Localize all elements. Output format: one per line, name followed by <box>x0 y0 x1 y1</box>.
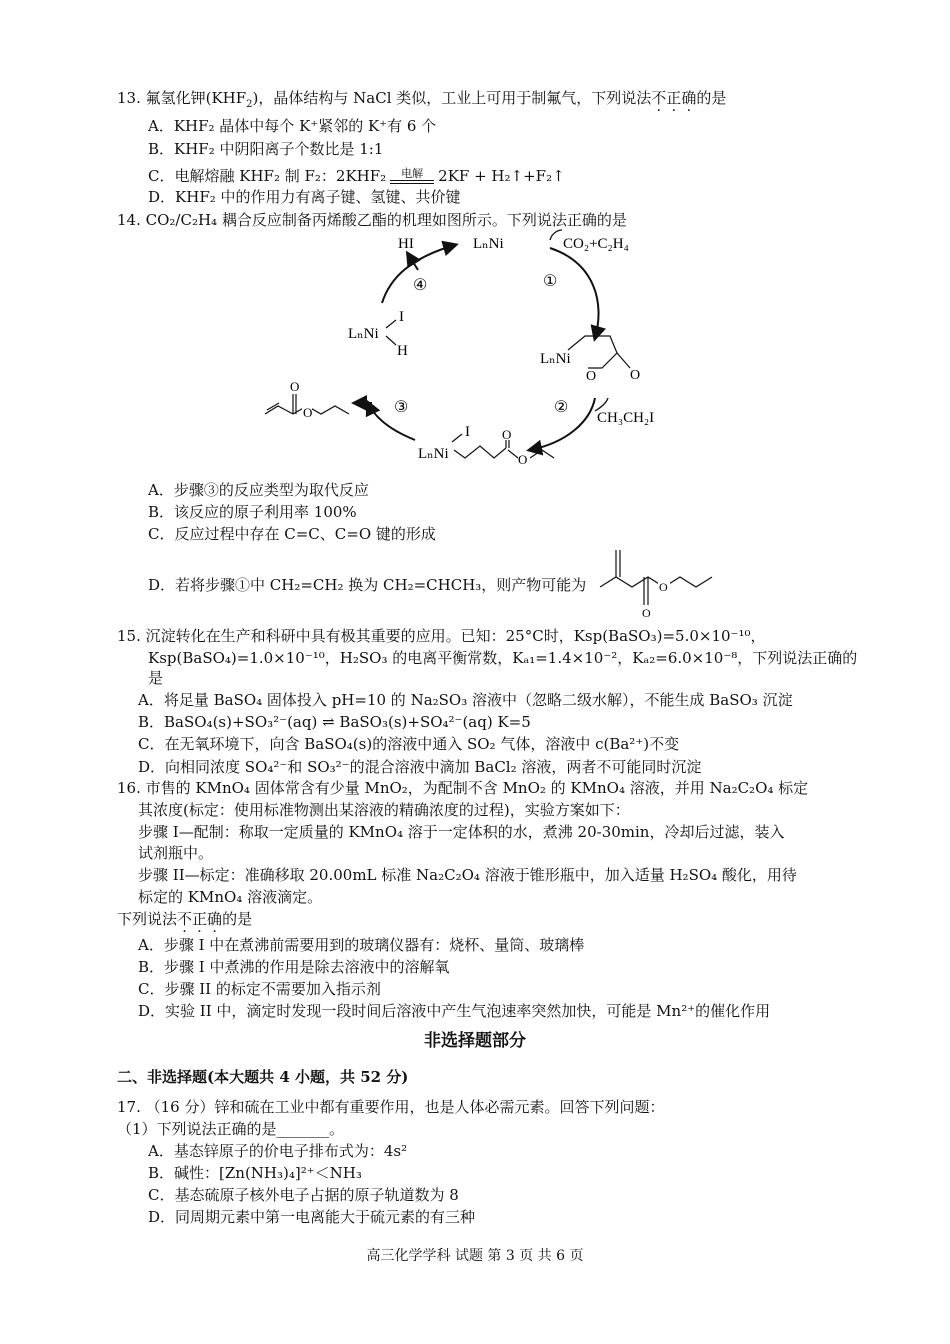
step-3-label: ③ <box>394 399 409 416</box>
nickelalactone: LₙNi <box>540 351 571 367</box>
step-1-label: ① <box>543 273 558 290</box>
electrolysis-condition: 电解 <box>401 167 424 180</box>
svg-text:I: I <box>399 309 404 325</box>
q14-option-b: B．该反应的原子利用率 100% <box>148 503 357 521</box>
top-catalyst: LₙNi <box>473 236 504 252</box>
q16-option-a: A．步骤 I 中在煮沸前需要用到的玻璃仪器有：烧杯、量筒、玻璃棒 <box>138 936 585 954</box>
svg-text:O: O <box>290 379 300 394</box>
q13-option-c: C．电解熔融 KHF₂ 制 F₂：2KHF₂ 电解 2KF + H₂↑+F₂↑ <box>148 166 565 186</box>
svg-text:O: O <box>659 580 668 594</box>
q17-option-b: B．碱性：[Zn(NH₃)₄]²⁺＜NH₃ <box>148 1164 362 1182</box>
q16-stem-line1: 16. 市售的 KMnO₄ 固体常含有少量 MnO₂，为配制不含 MnO₂ 的 KMnO₄ 溶液，并用 Na₂C₂O₄ 标定 <box>117 779 809 797</box>
q15-stem-line2: Ksp(BaSO₄)=1.0×10⁻¹⁰，H₂SO₃ 的电离平衡常数，Kₐ₁=1.4×10⁻²，Kₐ₂=6.0×10⁻⁸，下列说法正确的 <box>148 649 858 667</box>
q17-option-a: A．基态锌原子的价电子排布式为：4s² <box>148 1142 408 1160</box>
reactant1-curve <box>550 230 562 240</box>
q14-option-d: D．若将步骤①中 CH₂=CH₂ 换为 CH₂=CHCH₃，则产物可能为 <box>148 576 587 594</box>
q16-stem-line2: 其浓度(标定：使用标准物测出某溶液的精确浓度的过程)，实验方案如下： <box>138 801 630 819</box>
q13-option-d: D．KHF₂ 中的作用力有离子键、氢键、共价键 <box>148 188 461 206</box>
cycle-arc-1 <box>550 248 599 338</box>
q16-option-d: D．实验 II 中，滴定时发现一段时间后溶液中产生气泡速率突然加快，可能是 Mn²⁺的催化作用 <box>138 1002 771 1020</box>
page-footer: 高三化学学科 试题 第 3 页 共 6 页 <box>366 1248 584 1264</box>
svg-text:O: O <box>303 405 313 420</box>
q15-option-b: B．BaSO₄(s)+SO₃²⁻(aq) ⇌ BaSO₃(s)+SO₄²⁻(aq) K=5 <box>138 713 531 731</box>
methacrylate-structure <box>598 545 718 620</box>
q17-option-d: D．同周期元素中第一电离能大于硫元素的有三种 <box>148 1208 476 1226</box>
step-2-label: ② <box>554 399 569 416</box>
svg-text:O: O <box>630 368 641 383</box>
svg-text:H: H <box>397 343 408 359</box>
q15-stem-line3: 是 <box>148 669 164 687</box>
svg-text:O: O <box>642 606 651 620</box>
svg-text:O: O <box>502 427 512 442</box>
svg-text:I: I <box>465 424 470 440</box>
step-4-label: ④ <box>413 277 428 294</box>
q14-option-c: C．反应过程中存在 C=C、C=O 键的形成 <box>148 525 436 543</box>
q13-option-a: A．KHF₂ 晶体中每个 K⁺紧邻的 K⁺有 6 个 <box>148 117 437 135</box>
q13-stem: 13. 氟氢化钾$(KHF_2)$，晶体结构与 NaCl 类似，工业上可用于制氟气，下列说法不正确的是 <box>117 89 727 110</box>
q16-step2-line2: 标定的 KMnO₄ 溶液滴定。 <box>138 888 323 906</box>
q17-option-c: C．基态硫原子核外电子占据的原子轨道数为 8 <box>148 1186 459 1204</box>
q17-sub1: （1）下列说法正确的是_______。 <box>117 1120 345 1138</box>
q17-stem: 17. （16 分）锌和硫在工业中都有重要作用，也是人体必需元素。回答下列问题： <box>117 1098 665 1116</box>
q14-option-a: A．步骤③的反应类型为取代反应 <box>148 481 369 499</box>
reactant-co2-c2h4: CO₂+C₂H₄ <box>563 236 629 252</box>
q14-stem: 14. CO₂/C₂H₄ 耦合反应制备丙烯酸乙酯的机理如图所示。下列说法正确的是 <box>117 211 627 229</box>
ni-alkyl-intermediate: LₙNi <box>418 446 449 462</box>
cycle-arc-4 <box>382 245 455 303</box>
q15-stem-line1: 15. 沉淀转化在生产和科研中具有极其重要的应用。已知：25°C时，Ksp(BaSO₃)=5.0×10⁻¹⁰， <box>117 627 766 645</box>
q16-option-b: B．步骤 I 中煮沸的作用是除去溶液中的溶解氧 <box>138 958 450 976</box>
q16-step2-line1: 步骤 II—标定：准确移取 20.00mL 标准 Na₂C₂O₄ 溶液于锥形瓶中，加入适量 H₂SO₄ 酸化，用待 <box>138 866 797 884</box>
q16-prompt: 下列说法不正确的是 <box>117 910 253 928</box>
svg-text:O: O <box>586 369 597 384</box>
q15-option-a: A．将足量 BaSO₄ 固体投入 pH=10 的 Na₂SO₃ 溶液中（忽略二级水解），不能生成 BaSO₃ 沉淀 <box>138 691 793 709</box>
q16-step1-line2: 试剂瓶中。 <box>138 844 214 862</box>
catalytic-cycle-diagram <box>250 228 670 478</box>
q16-step1-line1: 步骤 I—配制：称取一定质量的 KMnO₄ 溶于一定体积的水，煮沸 20-30min，冷却后过滤，装入 <box>138 823 785 841</box>
svg-text:O: O <box>518 452 528 467</box>
section-title: 非选择题部分 <box>424 1031 526 1051</box>
reactant-ethyl-iodide: CH₃CH₂I <box>597 410 655 426</box>
section-heading: 二、非选择题(本大题共 4 小题，共 52 分) <box>117 1068 409 1086</box>
hi-product: HI <box>398 236 414 252</box>
q13-option-b: B．KHF₂ 中阴阳离子个数比是 1:1 <box>148 140 384 158</box>
q15-option-c: C．在无氧环境下，向含 BaSO₄(s)的溶液中通入 SO₂ 气体，溶液中 c(Ba²⁺)不变 <box>138 735 680 753</box>
q15-option-d: D．向相同浓度 SO₄²⁻和 SO₃²⁻的混合溶液中滴加 BaCl₂ 溶液，两者不可能同时沉淀 <box>138 758 702 776</box>
ni-hydride-complex: LₙNi <box>348 326 379 342</box>
q16-option-c: C．步骤 II 的标定不需要加入指示剂 <box>138 980 381 998</box>
ethyl-acrylate-structure <box>265 379 349 420</box>
